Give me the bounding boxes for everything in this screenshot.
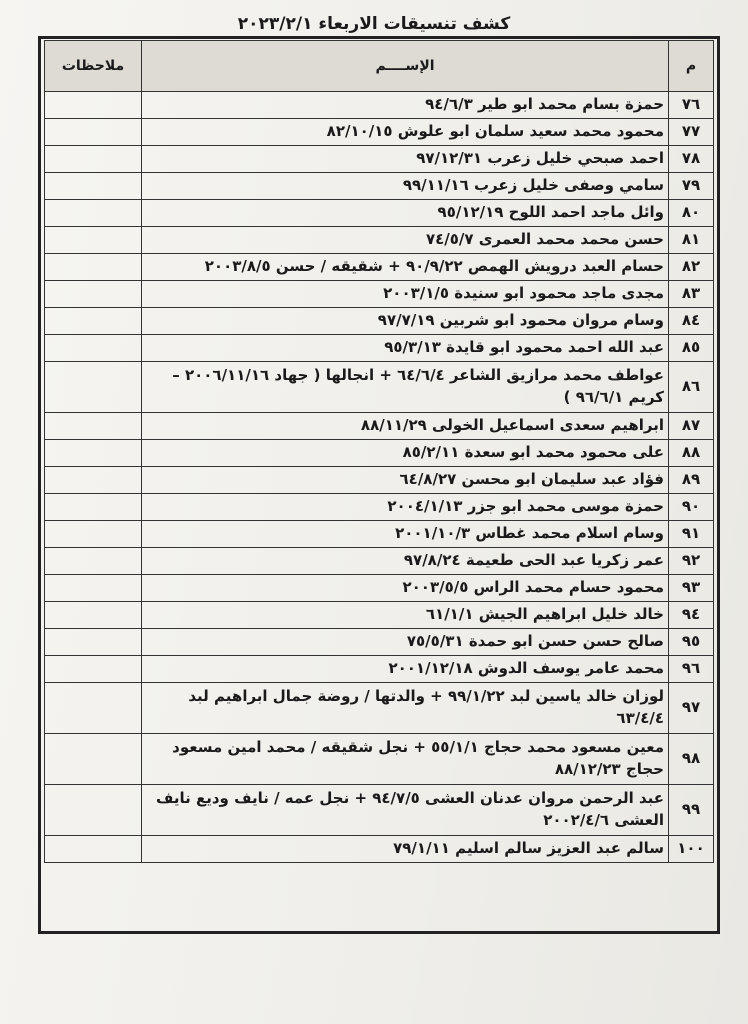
row-name: عبد الله احمد محمود ابو قايدة ٩٥/٣/١٣ <box>142 335 669 362</box>
row-notes <box>45 413 142 440</box>
header-number: م <box>669 41 714 92</box>
table-row <box>45 629 714 656</box>
row-notes <box>45 227 142 254</box>
page-title: كشف تنسيقات الاربعاء ٢٠٢٣/٢/١ <box>237 14 511 34</box>
row-notes <box>45 548 142 575</box>
row-name: لوزان خالد ياسين لبد ٩٩/١/٢٢ + والدتها / روضة جمال ابراهيم لبد ٦٣/٤/٤ <box>142 683 669 734</box>
table-row <box>45 656 714 683</box>
row-notes <box>45 467 142 494</box>
row-number: ٩٦ <box>669 656 714 683</box>
row-number: ٨٩ <box>669 467 714 494</box>
row-notes <box>45 362 142 413</box>
row-notes <box>45 521 142 548</box>
header-notes: ملاحظات <box>45 41 142 92</box>
row-number: ٧٨ <box>669 146 714 173</box>
row-number: ٧٦ <box>669 92 714 119</box>
row-name: صالح حسن حسن ابو حمدة ٧٥/٥/٣١ <box>142 629 669 656</box>
row-name: خالد خليل ابراهيم الجيش ٦١/١/١ <box>142 602 669 629</box>
table-row <box>45 836 714 863</box>
row-notes <box>45 734 142 785</box>
row-notes <box>45 629 142 656</box>
row-notes <box>45 308 142 335</box>
row-number: ٨٧ <box>669 413 714 440</box>
table-row <box>45 785 714 836</box>
table-row <box>45 173 714 200</box>
row-number: ٨٠ <box>669 200 714 227</box>
table-row <box>45 308 714 335</box>
table-row <box>45 119 714 146</box>
row-number: ٨٥ <box>669 335 714 362</box>
row-name: عمر زكريا عبد الحى طعيمة ٩٧/٨/٢٤ <box>142 548 669 575</box>
row-notes <box>45 92 142 119</box>
table-row <box>45 335 714 362</box>
row-name: محمود محمد سعيد سلمان ابو علوش ٨٢/١٠/١٥ <box>142 119 669 146</box>
row-name: محمد عامر يوسف الدوش ٢٠٠١/١٢/١٨ <box>142 656 669 683</box>
names-table <box>44 40 714 863</box>
row-notes <box>45 656 142 683</box>
row-number: ٩٧ <box>669 683 714 734</box>
row-number: ٨٢ <box>669 254 714 281</box>
row-name: على محمود محمد ابو سعدة ٨٥/٢/١١ <box>142 440 669 467</box>
header-row <box>45 41 714 92</box>
row-notes <box>45 281 142 308</box>
table-row <box>45 548 714 575</box>
table-row <box>45 200 714 227</box>
row-number: ٨١ <box>669 227 714 254</box>
row-name: ابراهيم سعدى اسماعيل الخولى ٨٨/١١/٢٩ <box>142 413 669 440</box>
row-name: معين مسعود محمد حجاج ٥٥/١/١ + نجل شقيقه / محمد امين مسعود حجاج ٨٨/١٢/٢٣ <box>142 734 669 785</box>
table-row <box>45 602 714 629</box>
row-notes <box>45 683 142 734</box>
table-row <box>45 413 714 440</box>
row-number: ٩٨ <box>669 734 714 785</box>
table-row <box>45 683 714 734</box>
row-name: محمود حسام محمد الراس ٢٠٠٣/٥/٥ <box>142 575 669 602</box>
row-number: ٨٤ <box>669 308 714 335</box>
row-number: ٧٧ <box>669 119 714 146</box>
row-name: حمزة بسام محمد ابو طير ٩٤/٦/٣ <box>142 92 669 119</box>
table-row <box>45 575 714 602</box>
row-notes <box>45 602 142 629</box>
row-notes <box>45 836 142 863</box>
row-name: حسن محمد محمد العمرى ٧٤/٥/٧ <box>142 227 669 254</box>
row-name: وسام مروان محمود ابو شربين ٩٧/٧/١٩ <box>142 308 669 335</box>
table-row <box>45 146 714 173</box>
row-number: ٩٣ <box>669 575 714 602</box>
row-number: ٩٥ <box>669 629 714 656</box>
row-notes <box>45 335 142 362</box>
row-notes <box>45 575 142 602</box>
table-row <box>45 92 714 119</box>
row-name: سامي وصفى خليل زعرب ٩٩/١١/١٦ <box>142 173 669 200</box>
row-notes <box>45 785 142 836</box>
row-notes <box>45 146 142 173</box>
table-row <box>45 734 714 785</box>
row-name: وائل ماجد احمد اللوح ٩٥/١٢/١٩ <box>142 200 669 227</box>
table-row <box>45 494 714 521</box>
row-number: ١٠٠ <box>669 836 714 863</box>
row-notes <box>45 254 142 281</box>
row-number: ٨٣ <box>669 281 714 308</box>
row-name: وسام اسلام محمد غطاس ٢٠٠١/١٠/٣ <box>142 521 669 548</box>
row-name: حسام العبد درويش الهمص ٩٠/٩/٢٢ + شقيقه / حسن ٢٠٠٣/٨/٥ <box>142 254 669 281</box>
row-name: عواطف محمد مرازيق الشاعر ٦٤/٦/٤ + انجالها ( جهاد ٢٠٠٦/١١/١٦ – كريم ٩٦/٦/١ ) <box>142 362 669 413</box>
row-notes <box>45 440 142 467</box>
table-row <box>45 281 714 308</box>
row-name: مجدى ماجد محمود ابو سنيدة ٢٠٠٣/١/٥ <box>142 281 669 308</box>
table-body <box>45 92 714 863</box>
row-number: ٩٤ <box>669 602 714 629</box>
row-name: احمد صبحي خليل زعرب ٩٧/١٢/٣١ <box>142 146 669 173</box>
row-number: ٨٦ <box>669 362 714 413</box>
table-row <box>45 362 714 413</box>
row-notes <box>45 173 142 200</box>
table-row <box>45 467 714 494</box>
row-notes <box>45 494 142 521</box>
row-name: عبد الرحمن مروان عدنان العشى ٩٤/٧/٥ + نجل عمه / نايف وديع نايف العشى ٢٠٠٢/٤/٦ <box>142 785 669 836</box>
table-row <box>45 227 714 254</box>
table-row <box>45 521 714 548</box>
row-name: فؤاد عبد سليمان ابو محسن ٦٤/٨/٢٧ <box>142 467 669 494</box>
row-number: ٩٠ <box>669 494 714 521</box>
header-name: الإســــم <box>142 41 669 92</box>
row-name: حمزة موسى محمد ابو جزر ٢٠٠٤/١/١٣ <box>142 494 669 521</box>
row-notes <box>45 200 142 227</box>
row-name: سالم عبد العزيز سالم اسليم ٧٩/١/١١ <box>142 836 669 863</box>
row-number: ٧٩ <box>669 173 714 200</box>
row-number: ٩٢ <box>669 548 714 575</box>
row-number: ٩٩ <box>669 785 714 836</box>
table-row <box>45 254 714 281</box>
row-number: ٨٨ <box>669 440 714 467</box>
row-number: ٩١ <box>669 521 714 548</box>
table-row <box>45 440 714 467</box>
row-notes <box>45 119 142 146</box>
